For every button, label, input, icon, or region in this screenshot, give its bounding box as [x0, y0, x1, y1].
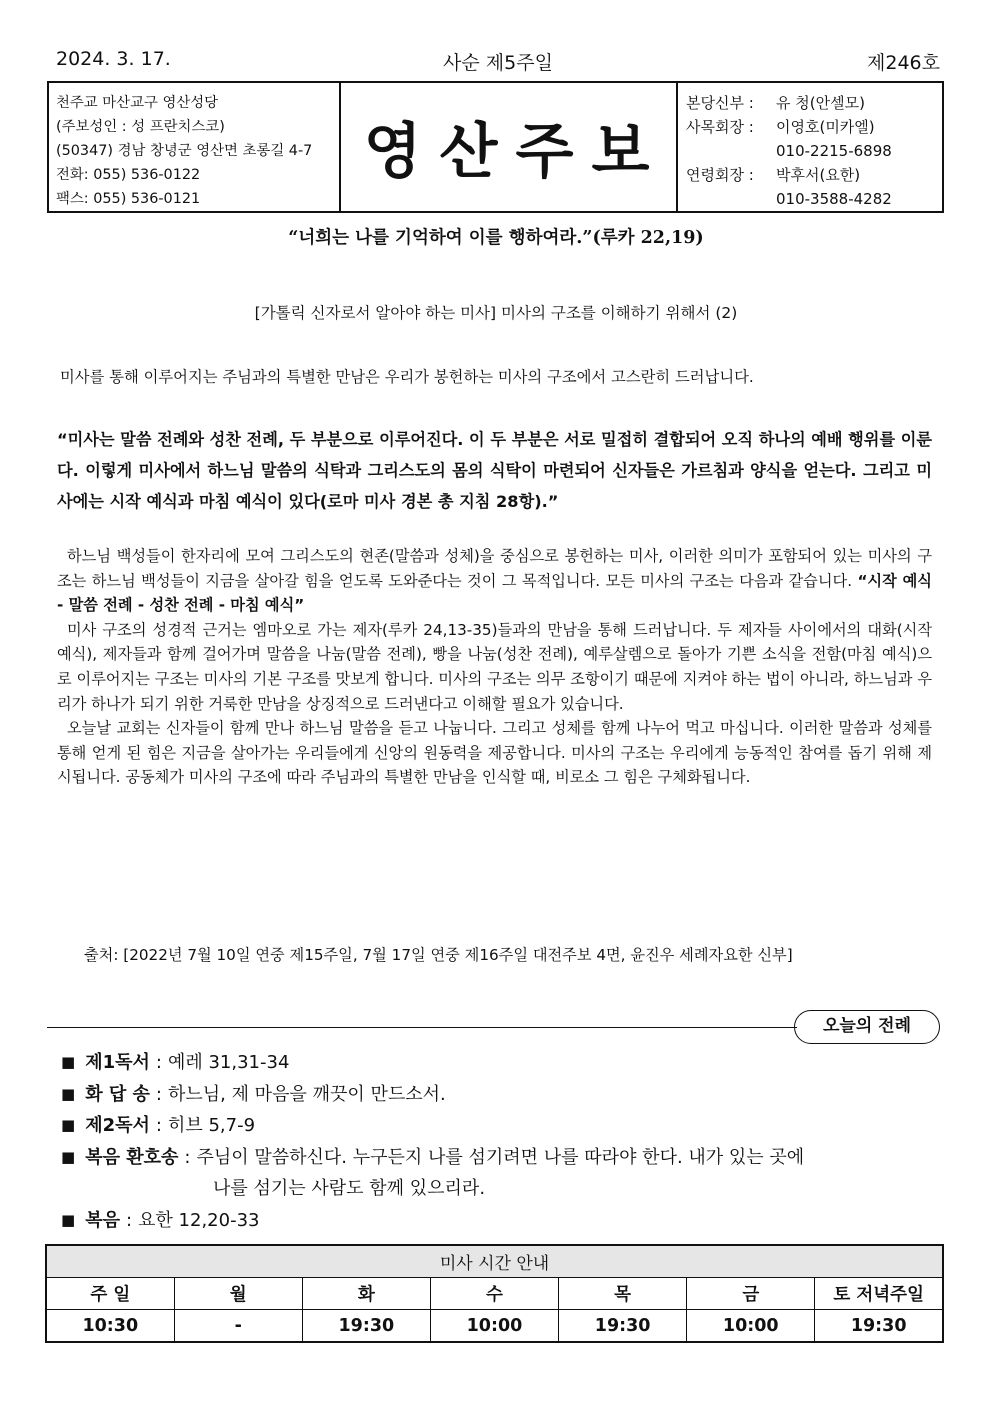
contact-value: 유 청(안셀모)	[776, 94, 865, 112]
article-paragraph	[57, 544, 932, 618]
time-cell: 19:30	[302, 1310, 430, 1343]
parish-info	[49, 83, 341, 211]
day-cell: 토 저녁주일	[815, 1278, 943, 1310]
article-quote: “미사는 말씀 전례와 성찬 전례, 두 부분으로 이루어진다. 이 두 부분은 서로 밀접히 결합되어 오직 하나의 예배 행위를 이룬다. 이렇게 미사에서 하느님 말씀의 식탁과 그리스도의 몸의 식탁이 마련되어 신자들은 가르침과 양식을 얻는다. 그리고 미사에는 시작 예식과 마침 예식이 있다(로마 미사 경본 총 지침 28항).”	[57, 430, 932, 511]
issue-number: 제246호	[867, 52, 940, 74]
article-intro: 미사를 통해 이루어지는 주님과의 특별한 만남은 우리가 봉헌하는 미사의 구조에서 고스란히 드러납니다.	[60, 368, 754, 386]
contact-value: 이영호(미카엘)	[776, 118, 875, 136]
article-body	[57, 544, 932, 790]
liturgical-sunday: 사순 제5주일	[443, 52, 553, 74]
reading-text: 히브 5,7-9	[167, 1115, 256, 1136]
contact-label: 연령회장 :	[686, 166, 754, 184]
separator: :	[184, 1146, 191, 1168]
contact-list	[678, 83, 942, 211]
reading-text-continued: 나를 섬기는 사람도 함께 있으리라.	[213, 1178, 486, 1199]
reading-text: 예레 31,31-34	[167, 1052, 290, 1073]
issue-date: 2024. 3. 17.	[56, 48, 171, 70]
reading-item	[61, 1142, 941, 1174]
separator: :	[155, 1115, 162, 1136]
parish-phone: 전화: 055) 536-0122	[56, 167, 201, 183]
article-paragraph: 미사 구조의 성경적 근거는 엠마오로 가는 제자(루카 24,13-35)들과의 만남을 통해 드러납니다. 두 제자들 사이에서의 대화(시작 예식), 제자들과 함께 걸어가며 말씀을 나눔(말씀 전례), 빵을 나눔(성찬 전례), 예루살렘으로 돌아가 기쁜 소식을 전함(마침 예식)으로 이루어지는 구조는 미사의 기본 구조를 맛보게 합니다. 미사의 구조는 의무 조항이기 때문에 지켜야 하는 법이 아니라, 하느님과 우리가 하나가 되기 위한 거룩한 만남을 상징적으로 드러낸다고 이해할 필요가 있습니다.	[57, 620, 932, 713]
reading-text: 주님이 말씀하신다. 누구든지 나를 섬기려면 나를 따라야 한다. 내가 있는 곳에	[196, 1146, 805, 1168]
date-line	[56, 48, 940, 78]
mass-times-caption: 미사 시간 안내	[46, 1245, 943, 1278]
reading-label: 제1독서	[85, 1052, 150, 1073]
bullet-icon: ■	[61, 1053, 76, 1071]
time-cell: 10:30	[46, 1310, 174, 1343]
reading-label: 화 답 송	[85, 1083, 150, 1105]
day-cell: 월	[174, 1278, 302, 1310]
article-source: 출처: [2022년 7월 10일 연중 제15주일, 7월 17일 연중 제16주일 대전주보 4면, 윤진우 세례자요한 신부]	[84, 946, 793, 964]
contact-row	[686, 139, 942, 163]
bulletin-title: 영산주보	[363, 117, 668, 187]
day-cell: 화	[302, 1278, 430, 1310]
article-heading: [가톨릭 신자로서 알아야 하는 미사] 미사의 구조를 이해하기 위해서 (2)	[254, 304, 738, 322]
reading-text: 하느님, 제 마음을 깨끗이 만드소서.	[167, 1083, 446, 1105]
parish-fax: 팩스: 055) 536-0121	[56, 191, 201, 207]
mass-times-table	[45, 1244, 944, 1343]
masthead	[47, 81, 944, 213]
time-cell: 19:30	[559, 1310, 687, 1343]
day-cell: 주 일	[46, 1278, 174, 1310]
parish-address: (50347) 경남 창녕군 영산면 초롱길 4-7	[56, 143, 313, 159]
contact-row	[686, 163, 942, 187]
bulletin-title-box	[341, 83, 678, 211]
contact-label: 사목회장 :	[686, 118, 754, 136]
contact-label	[686, 187, 776, 211]
contact-value: 박후서(요한)	[776, 166, 861, 184]
time-cell: 10:00	[430, 1310, 558, 1343]
reading-item	[61, 1110, 941, 1142]
day-cell: 금	[687, 1278, 815, 1310]
patron-saint: (주보성인 : 성 프란치스코)	[56, 119, 225, 135]
mass-structure-summary: “시작 예식 - 말씀 전례 - 성찬 전례 - 마침 예식”	[57, 571, 932, 615]
section-divider	[47, 1027, 797, 1028]
separator: :	[155, 1083, 162, 1105]
reading-label: 제2독서	[85, 1115, 150, 1136]
contact-row	[686, 91, 942, 115]
separator: :	[125, 1209, 133, 1231]
time-cell: 10:00	[687, 1310, 815, 1343]
readings-list	[61, 1047, 941, 1236]
reading-item-continued	[61, 1173, 941, 1205]
contact-value: 010-3588-4282	[776, 190, 892, 208]
reading-item	[61, 1079, 941, 1111]
day-cell: 목	[559, 1278, 687, 1310]
contact-label	[686, 139, 776, 163]
bullet-icon: ■	[61, 1116, 76, 1134]
bullet-icon: ■	[61, 1147, 76, 1166]
time-cell: 19:30	[815, 1310, 943, 1343]
bullet-icon: ■	[61, 1084, 76, 1103]
reading-item	[61, 1047, 941, 1079]
time-cell: -	[174, 1310, 302, 1343]
contact-value: 010-2215-6898	[776, 142, 892, 160]
mass-days-row	[46, 1278, 943, 1310]
reading-label: 복음	[85, 1209, 120, 1231]
parish-name: 천주교 마산교구 영산성당	[56, 95, 219, 111]
reading-label: 복음 환호송	[85, 1146, 179, 1168]
day-cell: 수	[430, 1278, 558, 1310]
paragraph-text: 하느님 백성들이 한자리에 모여 그리스도의 현존(말씀과 성체)을 중심으로 봉헌하는 미사, 이러한 의미가 포함되어 있는 미사의 구조는 하느님 백성들이 지금을 살아갈 힘을 얻도록 도와준다는 것이 그 목적입니다. 모든 미사의 구조는 다음과 같습니다.	[57, 547, 932, 590]
contact-row	[686, 115, 942, 139]
todays-liturgy-badge: 오늘의 전례	[794, 1010, 940, 1044]
separator: :	[155, 1052, 162, 1073]
article-paragraph: 오늘날 교회는 신자들이 함께 만나 하느님 말씀을 듣고 나눕니다. 그리고 성체를 함께 나누어 먹고 마십니다. 이러한 말씀과 성체를 통해 얻게 된 힘은 지금을 살아가는 우리들에게 신앙의 원동력을 제공합니다. 미사의 구조는 우리에게 능동적인 참여를 돕기 위해 제시됩니다. 공동체가 미사의 구조에 따라 주님과의 특별한 만남을 인식할 때, 비로소 그 힘은 구체화됩니다.	[57, 719, 932, 787]
contact-row	[686, 187, 942, 211]
contact-label: 본당신부 :	[686, 94, 754, 112]
scripture-verse: “너희는 나를 기억하여 이를 행하여라.”(루카 22,19)	[288, 228, 704, 248]
reading-text: 요한 12,20-33	[138, 1209, 260, 1231]
mass-times-row	[46, 1310, 943, 1343]
reading-item	[61, 1205, 941, 1237]
bullet-icon: ■	[61, 1210, 76, 1229]
